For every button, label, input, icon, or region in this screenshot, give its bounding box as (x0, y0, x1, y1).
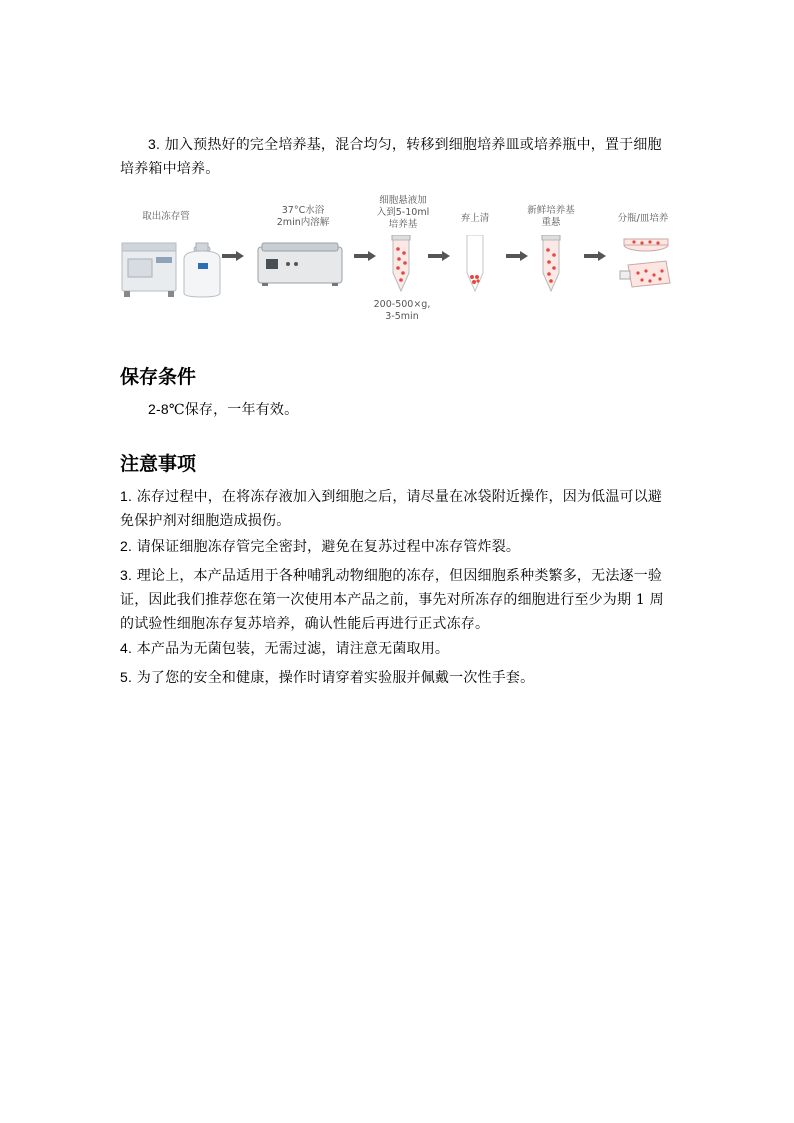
notes-heading: 注意事项 (120, 453, 197, 475)
step-2-label-line2: 2min内溶解 (276, 217, 330, 228)
note-item (120, 534, 675, 559)
note-text: 理论上，本产品适用于各种哺乳动物细胞的冻存，但因细胞系种类繁多，无法逐一验证，因此我们推荐您在第一次使用本产品之前，事先对所冻存的细胞进行至少为期 1 周的试验性细胞冻存复苏培养，确认性能后再进行正式冻存。 (120, 568, 664, 632)
note-number: 2. (120, 538, 133, 554)
storage-text: ℃保存，一年有效。 (168, 402, 299, 418)
pellet-tube-icon (464, 235, 486, 293)
arrow-icon (506, 251, 528, 261)
arrow-icon (584, 251, 606, 261)
step-2-label (260, 205, 346, 229)
step-5-label (516, 205, 586, 229)
arrow-icon (354, 251, 376, 261)
freezer-icon (120, 233, 230, 299)
water-bath-icon (256, 241, 346, 287)
note-item (120, 563, 675, 636)
thawing-workflow-figure (118, 195, 678, 335)
storage-heading: 保存条件 (120, 366, 197, 388)
note-text: 冻存过程中，在将冻存液加入到细胞之后，请尽量在冰袋附近操作，因为低温可以避免保护剂对细胞造成损伤。 (120, 489, 663, 529)
note-text: 为了您的安全和健康，操作时请穿着实验服并佩戴一次性手套。 (136, 670, 535, 686)
step-3-label-line3: 培养基 (388, 219, 418, 230)
note-number: 5. (120, 669, 133, 685)
resuspend-tube-icon (540, 235, 562, 293)
step-1-label: 取出冻存管 (142, 211, 190, 222)
note-item (120, 665, 675, 690)
note-item (120, 636, 675, 661)
step-5-label-line1: 新鲜培养基 (527, 205, 575, 216)
note-number: 4. (120, 640, 133, 656)
step-2-label-line1: 37°C水浴 (281, 205, 325, 216)
storage-paragraph (120, 397, 675, 422)
note-number: 1. (120, 488, 133, 504)
step-6-label: 分瓶/皿培养 (617, 213, 669, 224)
note-text: 请保证细胞冻存管完全密封，避免在复苏过程中冻存管炸裂。 (136, 539, 521, 555)
step-3-sublabel-line1: 200-500×g, (373, 299, 431, 310)
step-3-sublabel-line2: 3-5min (385, 311, 419, 322)
step-3-label-line2: 入到5-10ml (376, 207, 430, 218)
note-number: 3. (120, 567, 133, 583)
note-item (120, 484, 675, 533)
culture-vessels-icon (618, 233, 674, 295)
arrow-icon (428, 251, 450, 261)
step-3-text: 加入预热好的完全培养基，混合均匀，转移到细胞培养皿或培养瓶中，置于细胞培养箱中培养。 (120, 137, 662, 177)
centrifuge-tube-icon (390, 235, 412, 293)
step-5-label-line2: 重悬 (541, 217, 561, 228)
step-3-sublabel (362, 299, 442, 323)
storage-temperature: 2-8 (148, 401, 169, 417)
step-3-number: 3. (148, 136, 161, 152)
step-4-label: 弃上清 (460, 213, 490, 224)
step-3-label (368, 195, 438, 231)
arrow-icon (222, 251, 244, 261)
step-3-paragraph (120, 132, 675, 181)
step-3-label-line1: 细胞悬液加 (379, 195, 427, 206)
note-text: 本产品为无菌包装，无需过滤，请注意无菌取用。 (136, 641, 450, 657)
